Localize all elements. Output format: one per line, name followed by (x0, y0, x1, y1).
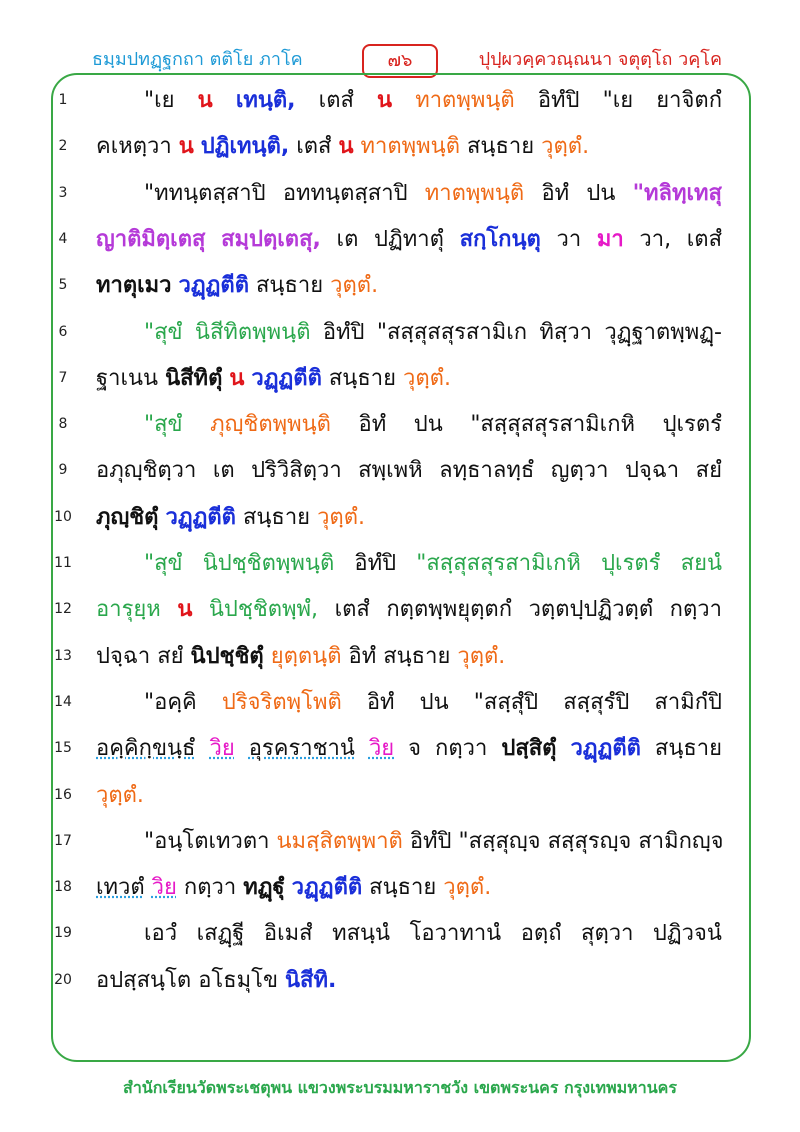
line-number: 13 (54, 647, 72, 664)
word: ปฏิทาตุํ (374, 226, 444, 252)
word: ปฏิวจนํ (652, 921, 722, 947)
line-number: 10 (54, 508, 72, 525)
line-text (96, 263, 722, 309)
line-number: 19 (54, 925, 72, 942)
word: วุตฺตํ. (96, 782, 144, 808)
word: เต (212, 458, 235, 484)
word: "สุขํ (144, 551, 183, 576)
word: ทสนฺนํ (332, 921, 391, 947)
word: ภุญฺชิตุํ (96, 504, 159, 530)
text-line (0, 819, 800, 865)
line-number: 17 (54, 832, 72, 849)
line-text (96, 819, 722, 865)
word: ฐาเนน (96, 365, 159, 391)
text-line (0, 726, 800, 772)
line-number: 5 (58, 277, 68, 294)
word: ยุตฺตนฺติ (270, 643, 342, 669)
text-line (0, 865, 800, 911)
word: อิเมสํ (263, 921, 313, 947)
word: ลทฺธาลทฺธํ (439, 458, 535, 484)
word: มา (596, 226, 624, 252)
word: สนฺธาย (467, 134, 535, 160)
text-line (0, 310, 800, 356)
word: อิทํปิ (322, 319, 365, 345)
word: ญาติมิตฺเตสุ (96, 226, 206, 252)
line-number: 2 (58, 138, 68, 155)
line-text (96, 78, 722, 124)
page-number: ๗๖ (362, 44, 438, 78)
word: ปน (419, 689, 449, 715)
word: เตสํ (686, 226, 723, 252)
word: สนฺธาย (383, 643, 451, 669)
line-number: 14 (54, 693, 72, 710)
word: "เย (602, 88, 634, 113)
word: จ (408, 736, 422, 762)
line-number: 9 (58, 462, 68, 479)
line-number: 1 (58, 92, 68, 108)
word: "สุขํ (144, 319, 183, 345)
word: วุตฺตํ. (541, 134, 590, 160)
line-number: 7 (58, 369, 68, 386)
text-line (0, 263, 800, 309)
word: อภุญฺชิตฺวา (96, 458, 197, 484)
word: เตสํ (296, 134, 332, 160)
word: นิปชฺชิตุํ (190, 643, 264, 669)
line-number: 3 (58, 184, 68, 201)
word: อปสฺสนฺโต (96, 967, 192, 993)
word: อิทํ (366, 689, 395, 715)
word: คเหตฺวา (96, 134, 172, 160)
word: สนฺธาย (328, 365, 397, 391)
word: วฏฺฏตีติ (291, 875, 363, 901)
word: สุตฺวา (581, 921, 634, 947)
word: นิสีทิตุํ (165, 365, 223, 391)
word: วตฺตปฺปฏิวตฺตํ (528, 597, 654, 623)
word: ทาตพฺพนฺติ (415, 88, 515, 113)
word: ปุเรตรํ (601, 551, 661, 576)
text-line (0, 217, 800, 263)
word: สพฺเพหิ (358, 458, 423, 484)
word: ปจฺฉา (96, 643, 151, 669)
word: สนฺธาย (256, 273, 324, 299)
word: ทิสฺวา (539, 319, 593, 345)
word: น (197, 88, 213, 113)
word: นิสีทิ. (285, 967, 337, 993)
word: น (229, 365, 245, 391)
word: สสฺสุรญฺจ (547, 828, 632, 854)
line-text (96, 217, 722, 263)
word: วุตฺตํ. (457, 643, 506, 669)
word: น (178, 134, 194, 160)
word: "สสฺสุํปิ (473, 689, 539, 715)
word: "สสฺสุสสุรสามิเก (376, 319, 528, 345)
text-line (0, 634, 800, 680)
word: น (377, 88, 393, 113)
word: กตฺตพฺพยุตฺตกํ (386, 597, 513, 623)
line-text (96, 634, 722, 680)
word: วฏฺฏตีติ (178, 273, 249, 299)
word: สนฺธาย (654, 736, 723, 762)
word: ปน (586, 180, 616, 206)
word: ภุญฺชิตพฺพนฺติ (210, 412, 331, 438)
word: น (177, 597, 193, 623)
word: นิปชฺชิตพฺพํ, (208, 597, 319, 623)
text-line (0, 587, 800, 633)
word: "สสฺสุสสุรสามิเกหิ (470, 412, 636, 438)
line-number: 11 (54, 555, 72, 571)
word: ปุเรตรํ (662, 412, 722, 438)
word: วุตฺตํ. (317, 504, 365, 530)
word: อิทํปิ (354, 551, 397, 576)
word: สยํ (695, 458, 722, 484)
word: ปฏิเทนฺติ, (200, 134, 290, 160)
line-number: 12 (54, 601, 72, 618)
text-line (0, 448, 800, 494)
word: "อคฺคิ (144, 689, 197, 715)
word: วิย (151, 875, 177, 901)
line-number: 15 (54, 740, 72, 757)
word: อิทํ (358, 412, 387, 438)
word: อิทํปิ (537, 88, 580, 113)
word: ปน (413, 412, 443, 438)
text-line (0, 402, 800, 448)
word: ทาตพฺพนฺติ (424, 180, 525, 206)
word: อิทํ (348, 643, 377, 669)
footer-institution: สำนักเรียนวัดพระเชตุพน แขวงพระบรมมหาราชวัง เขตพระนคร กรุงเทพมหานคร (123, 1078, 677, 1097)
word: ทฏฺฐุํ (243, 875, 285, 901)
line-text (96, 356, 722, 402)
word: ปริวิสิตฺวา (251, 458, 342, 484)
line-number: 8 (58, 416, 68, 433)
line-number: 18 (54, 879, 72, 896)
text-line (0, 78, 800, 124)
word: โอวาทานํ (409, 921, 502, 947)
line-text (96, 448, 722, 494)
word: สมฺปตฺเตสุ, (221, 226, 321, 252)
word: อารุยฺห (96, 597, 161, 623)
word: "อนฺโตเทวตา (144, 828, 270, 854)
text-line (0, 958, 800, 1004)
word: กตฺวา (183, 875, 237, 901)
word: วุฏฺฐาตพฺพฏฺ- (604, 319, 722, 345)
word: ปสฺสิตุํ (501, 736, 557, 762)
line-text (96, 402, 722, 448)
word: วา (556, 226, 582, 252)
word: อคฺคิกฺขนฺธํ (96, 736, 196, 762)
word: ญตฺวา (550, 458, 609, 484)
word: เทนฺติ, (235, 88, 296, 113)
word: อิทํปิ (409, 828, 452, 854)
word: ปริจริตพฺโพติ (221, 689, 342, 715)
word: อโธมุโข (198, 967, 279, 993)
word: "เย (144, 88, 175, 113)
word: สนฺธาย (369, 875, 437, 901)
word: น (338, 134, 354, 160)
line-text (96, 541, 722, 587)
line-number: 16 (54, 786, 72, 803)
word: สสฺสุรํปิ (563, 689, 630, 715)
text-line (0, 773, 800, 819)
word: วุตฺตํ. (330, 273, 379, 299)
word: สนฺธาย (242, 504, 311, 530)
line-number: 4 (58, 230, 68, 247)
word: สามิกญฺจ (638, 828, 724, 854)
word: ยาจิตกํ (656, 88, 723, 113)
word: อุรคราชานํ (248, 736, 355, 762)
word: นิปชฺชิตพฺพนฺติ (202, 551, 335, 576)
word: อิทํ (541, 180, 570, 206)
word: อททนฺตสฺสาปิ (282, 180, 408, 206)
word: สยนํ (680, 551, 723, 576)
word: ปจฺฉา (624, 458, 680, 484)
line-text (96, 310, 722, 356)
word: นมสฺสิตพฺพาติ (276, 828, 403, 854)
word: กตฺวา (435, 736, 488, 762)
line-text (96, 911, 722, 957)
word: "ทลิทฺเทสุ (632, 180, 722, 206)
section-title: ปุปฺผวคฺควณฺณนา จตุตฺโถ วคฺโค (478, 49, 722, 70)
word: วฏฺฏตีติ (251, 365, 322, 391)
word: สกฺโกนฺตุ (459, 226, 541, 252)
line-text (96, 680, 722, 726)
word: "ททนฺตสฺสาปิ (144, 180, 266, 206)
word: วุตฺตํ. (403, 365, 451, 391)
word: "สสฺสุญฺจ (458, 828, 541, 854)
word: กตฺวา (669, 597, 722, 623)
line-text (96, 171, 722, 217)
word: วฏฺฏตีติ (165, 504, 236, 530)
text-line (0, 124, 800, 170)
word: อตฺถํ (520, 921, 562, 947)
word: ทาตุเมว (96, 273, 172, 299)
word: สามิกํปิ (654, 689, 722, 715)
word: นิสีทิตพฺพนฺติ (194, 319, 311, 345)
line-text (96, 865, 722, 911)
line-text (96, 958, 722, 1004)
word: วฏฺฏตีติ (570, 736, 641, 762)
line-text (96, 726, 722, 772)
word: สยํ (157, 643, 184, 669)
word: ทาตพฺพนฺติ (360, 134, 460, 160)
word: เตสํ (318, 88, 354, 113)
line-text (96, 587, 722, 633)
word: "สสฺสุสสุรสามิเกหิ (416, 551, 581, 576)
line-number: 20 (54, 971, 72, 988)
word: เทวตํ (96, 875, 145, 901)
line-number: 6 (58, 323, 68, 340)
word: เต (336, 226, 359, 252)
word: เตสํ (334, 597, 370, 623)
text-line (0, 541, 800, 587)
line-text (96, 495, 722, 541)
word: วิย (209, 736, 235, 762)
line-text (96, 773, 722, 819)
text-line (0, 356, 800, 402)
text-line (0, 911, 800, 957)
book-title: ธมฺมปทฏฺฐกถา ตติโย ภาโค (92, 49, 303, 70)
line-text (96, 124, 722, 170)
word: เอวํ (144, 921, 178, 947)
word: "สุขํ (144, 412, 183, 438)
text-line (0, 680, 800, 726)
word: เสฏฺฐี (196, 921, 245, 947)
word: วิย (368, 736, 395, 762)
word: วุตฺตํ. (443, 875, 492, 901)
word: วา, (639, 226, 672, 252)
text-line (0, 171, 800, 217)
text-line (0, 495, 800, 541)
